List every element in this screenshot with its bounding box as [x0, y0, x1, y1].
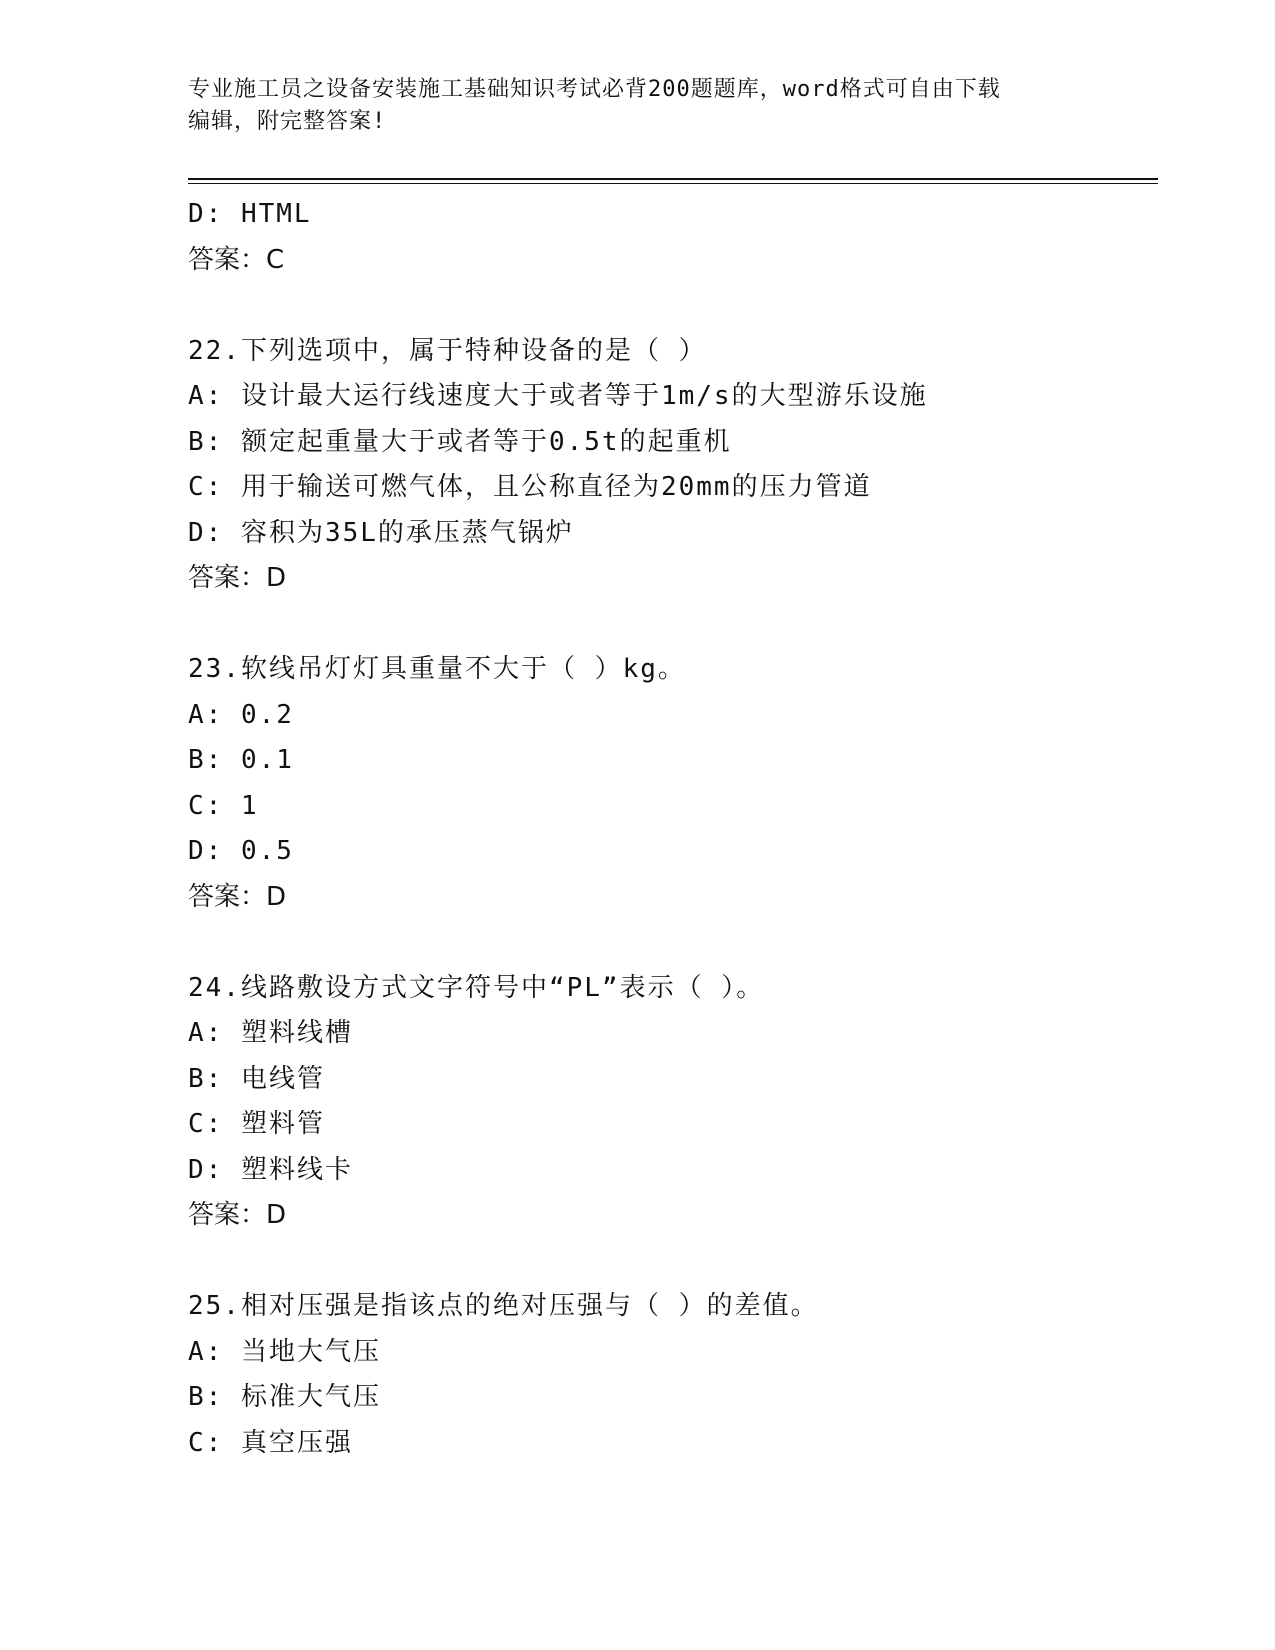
answer: 答案：D: [188, 563, 287, 593]
option-a: A: 0.2: [188, 699, 294, 730]
question-24: [188, 966, 1148, 1239]
option-b: B: 标准大气压: [188, 1382, 381, 1412]
header-title-line-2: 编辑，附完整答案!: [188, 109, 387, 134]
answer: 答案：D: [188, 1200, 287, 1230]
previous-answer: 答案：C: [188, 244, 285, 275]
option-b: B: 0.1: [188, 745, 294, 775]
answer: 答案：D: [188, 881, 287, 912]
spacer: [188, 920, 1148, 966]
question-stem: 22.下列选项中，属于特种设备的是（ ）: [188, 335, 707, 366]
header-title-line-1: 专业施工员之设备安装施工基础知识考试必背200题题库，word格式可自由下载: [188, 77, 1001, 102]
question-22: [188, 329, 1148, 602]
option-d: D: 容积为35L的承压蒸气锅炉: [188, 517, 574, 548]
question-25: [188, 1284, 1148, 1466]
option-c: C: 真空压强: [188, 1427, 353, 1458]
option-d: D: 塑料线卡: [188, 1154, 353, 1185]
question-23: [188, 647, 1148, 920]
previous-option-d: D: HTML: [188, 199, 312, 229]
question-stem: 24.线路敷设方式文字符号中“PL”表示（ ）。: [188, 972, 765, 1003]
option-c: C: 1: [188, 790, 259, 821]
spacer: [188, 602, 1148, 648]
question-list: [188, 192, 1148, 1466]
option-c: C: 塑料管: [188, 1109, 325, 1139]
option-a: A: 设计最大运行线速度大于或者等于1m/s的大型游乐设施: [188, 381, 928, 411]
header-divider: [188, 178, 1158, 184]
question-stem: 25.相对压强是指该点的绝对压强与（ ）的差值。: [188, 1291, 819, 1321]
option-a: A: 塑料线槽: [188, 1018, 353, 1048]
option-b: B: 额定起重量大于或者等于0.5t的起重机: [188, 426, 732, 457]
spacer: [188, 1239, 1148, 1285]
option-b: B: 电线管: [188, 1063, 325, 1094]
option-a: A: 当地大气压: [188, 1336, 381, 1367]
option-d: D: 0.5: [188, 836, 294, 866]
option-c: C: 用于输送可燃气体，且公称直径为20mm的压力管道: [188, 472, 872, 502]
spacer: [188, 283, 1148, 329]
question-stem: 23.软线吊灯灯具重量不大于（ ）kg。: [188, 654, 686, 684]
document-header: [188, 74, 1088, 138]
